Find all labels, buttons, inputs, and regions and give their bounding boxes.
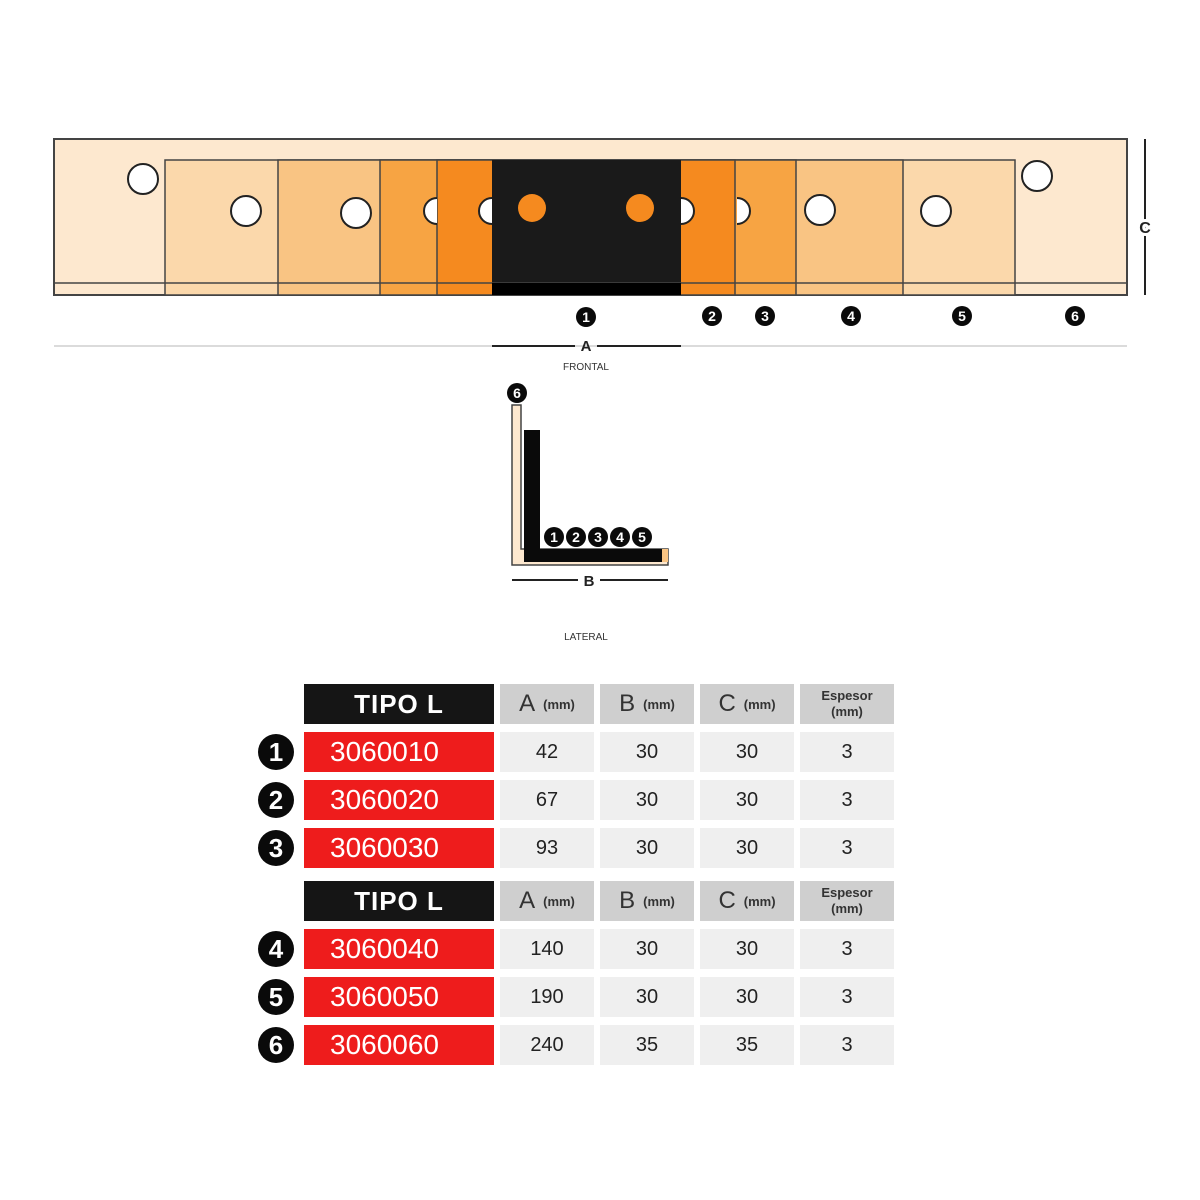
value-b: 30 xyxy=(600,780,694,820)
table-row xyxy=(258,824,898,872)
hole-size-5-right xyxy=(921,196,951,226)
table-row xyxy=(258,776,898,824)
column-header-b: B (mm) xyxy=(600,881,694,921)
value-b: 30 xyxy=(600,977,694,1017)
hole-size-1-left xyxy=(518,194,546,222)
hole-size-4-right xyxy=(805,195,835,225)
svg-text:3: 3 xyxy=(594,529,602,545)
frontal-marker-4 xyxy=(841,306,861,326)
column-header-c: C (mm) xyxy=(700,881,794,921)
column-header-a: A (mm) xyxy=(500,684,594,724)
row-number-badge: 1 xyxy=(258,734,294,770)
dimension-b-label: B xyxy=(583,573,595,590)
table-row xyxy=(258,973,898,1021)
value-b: 30 xyxy=(600,929,694,969)
frontal-view xyxy=(54,139,1127,295)
product-code: 3060030 xyxy=(304,828,494,868)
product-code: 3060060 xyxy=(304,1025,494,1065)
spec-table-group-2 xyxy=(258,877,898,1069)
svg-text:4: 4 xyxy=(847,308,855,324)
tipo-header: TIPO L xyxy=(304,881,494,921)
dimension-c xyxy=(1139,139,1151,295)
product-code: 3060010 xyxy=(304,732,494,772)
value-a: 67 xyxy=(500,780,594,820)
svg-text:1: 1 xyxy=(550,529,558,545)
value-espesor: 3 xyxy=(800,828,894,868)
dimension-c-label: C xyxy=(1139,220,1151,237)
column-header-espesor: Espesor (mm) xyxy=(800,881,894,921)
frontal-marker-5 xyxy=(952,306,972,326)
row-number-badge: 4 xyxy=(258,931,294,967)
lateral-marker-3 xyxy=(588,527,608,547)
frontal-marker-2 xyxy=(702,306,722,326)
value-c: 30 xyxy=(700,780,794,820)
value-c: 35 xyxy=(700,1025,794,1065)
frontal-marker-3 xyxy=(755,306,775,326)
svg-text:5: 5 xyxy=(958,308,966,324)
product-code: 3060020 xyxy=(304,780,494,820)
dimension-b xyxy=(512,573,668,643)
lateral-marker-1 xyxy=(544,527,564,547)
lateral-marker-6 xyxy=(507,383,527,403)
row-number-badge: 5 xyxy=(258,979,294,1015)
value-espesor: 3 xyxy=(800,977,894,1017)
svg-text:2: 2 xyxy=(708,308,716,324)
hole-size-5-left xyxy=(231,196,261,226)
value-espesor: 3 xyxy=(800,929,894,969)
svg-text:3: 3 xyxy=(761,308,769,324)
table-row xyxy=(258,925,898,973)
value-espesor: 3 xyxy=(800,732,894,772)
table-header-row xyxy=(258,877,898,925)
value-a: 93 xyxy=(500,828,594,868)
svg-text:1: 1 xyxy=(582,309,590,325)
value-a: 42 xyxy=(500,732,594,772)
product-code: 3060040 xyxy=(304,929,494,969)
value-espesor: 3 xyxy=(800,780,894,820)
svg-text:6: 6 xyxy=(513,385,521,401)
frontal-marker-6 xyxy=(1065,306,1085,326)
lateral-caption: LATERAL xyxy=(564,632,608,643)
column-header-b: B (mm) xyxy=(600,684,694,724)
table-row xyxy=(258,728,898,776)
svg-text:2: 2 xyxy=(572,529,580,545)
dimension-a-label: A xyxy=(580,338,592,355)
product-code: 3060050 xyxy=(304,977,494,1017)
svg-text:5: 5 xyxy=(638,529,646,545)
lateral-marker-5 xyxy=(632,527,652,547)
value-b: 35 xyxy=(600,1025,694,1065)
lateral-view xyxy=(507,383,668,565)
column-header-espesor: Espesor (mm) xyxy=(800,684,894,724)
row-number-badge: 2 xyxy=(258,782,294,818)
row-number-badge: 3 xyxy=(258,830,294,866)
value-a: 190 xyxy=(500,977,594,1017)
svg-text:6: 6 xyxy=(1071,308,1079,324)
value-c: 30 xyxy=(700,828,794,868)
hole-size-6-right xyxy=(1022,161,1052,191)
frontal-markers xyxy=(576,306,1085,327)
hole-size-1-right xyxy=(626,194,654,222)
lateral-marker-2 xyxy=(566,527,586,547)
plate-size-1 xyxy=(492,160,681,295)
spec-table-group-1 xyxy=(258,680,898,872)
value-a: 240 xyxy=(500,1025,594,1065)
value-b: 30 xyxy=(600,732,694,772)
dimension-a xyxy=(54,338,1127,373)
frontal-marker-1 xyxy=(576,307,596,327)
value-c: 30 xyxy=(700,732,794,772)
svg-text:4: 4 xyxy=(616,529,624,545)
value-espesor: 3 xyxy=(800,1025,894,1065)
value-c: 30 xyxy=(700,977,794,1017)
value-a: 140 xyxy=(500,929,594,969)
table-row xyxy=(258,1021,898,1069)
value-c: 30 xyxy=(700,929,794,969)
lateral-marker-4 xyxy=(610,527,630,547)
column-header-a: A (mm) xyxy=(500,881,594,921)
frontal-caption: FRONTAL xyxy=(563,362,609,373)
value-b: 30 xyxy=(600,828,694,868)
row-number-badge: 6 xyxy=(258,1027,294,1063)
flange-strip-size-1 xyxy=(492,283,681,295)
tipo-header: TIPO L xyxy=(304,684,494,724)
table-header-row xyxy=(258,680,898,728)
hole-size-4-left xyxy=(341,198,371,228)
column-header-c: C (mm) xyxy=(700,684,794,724)
hole-size-6-left xyxy=(128,164,158,194)
